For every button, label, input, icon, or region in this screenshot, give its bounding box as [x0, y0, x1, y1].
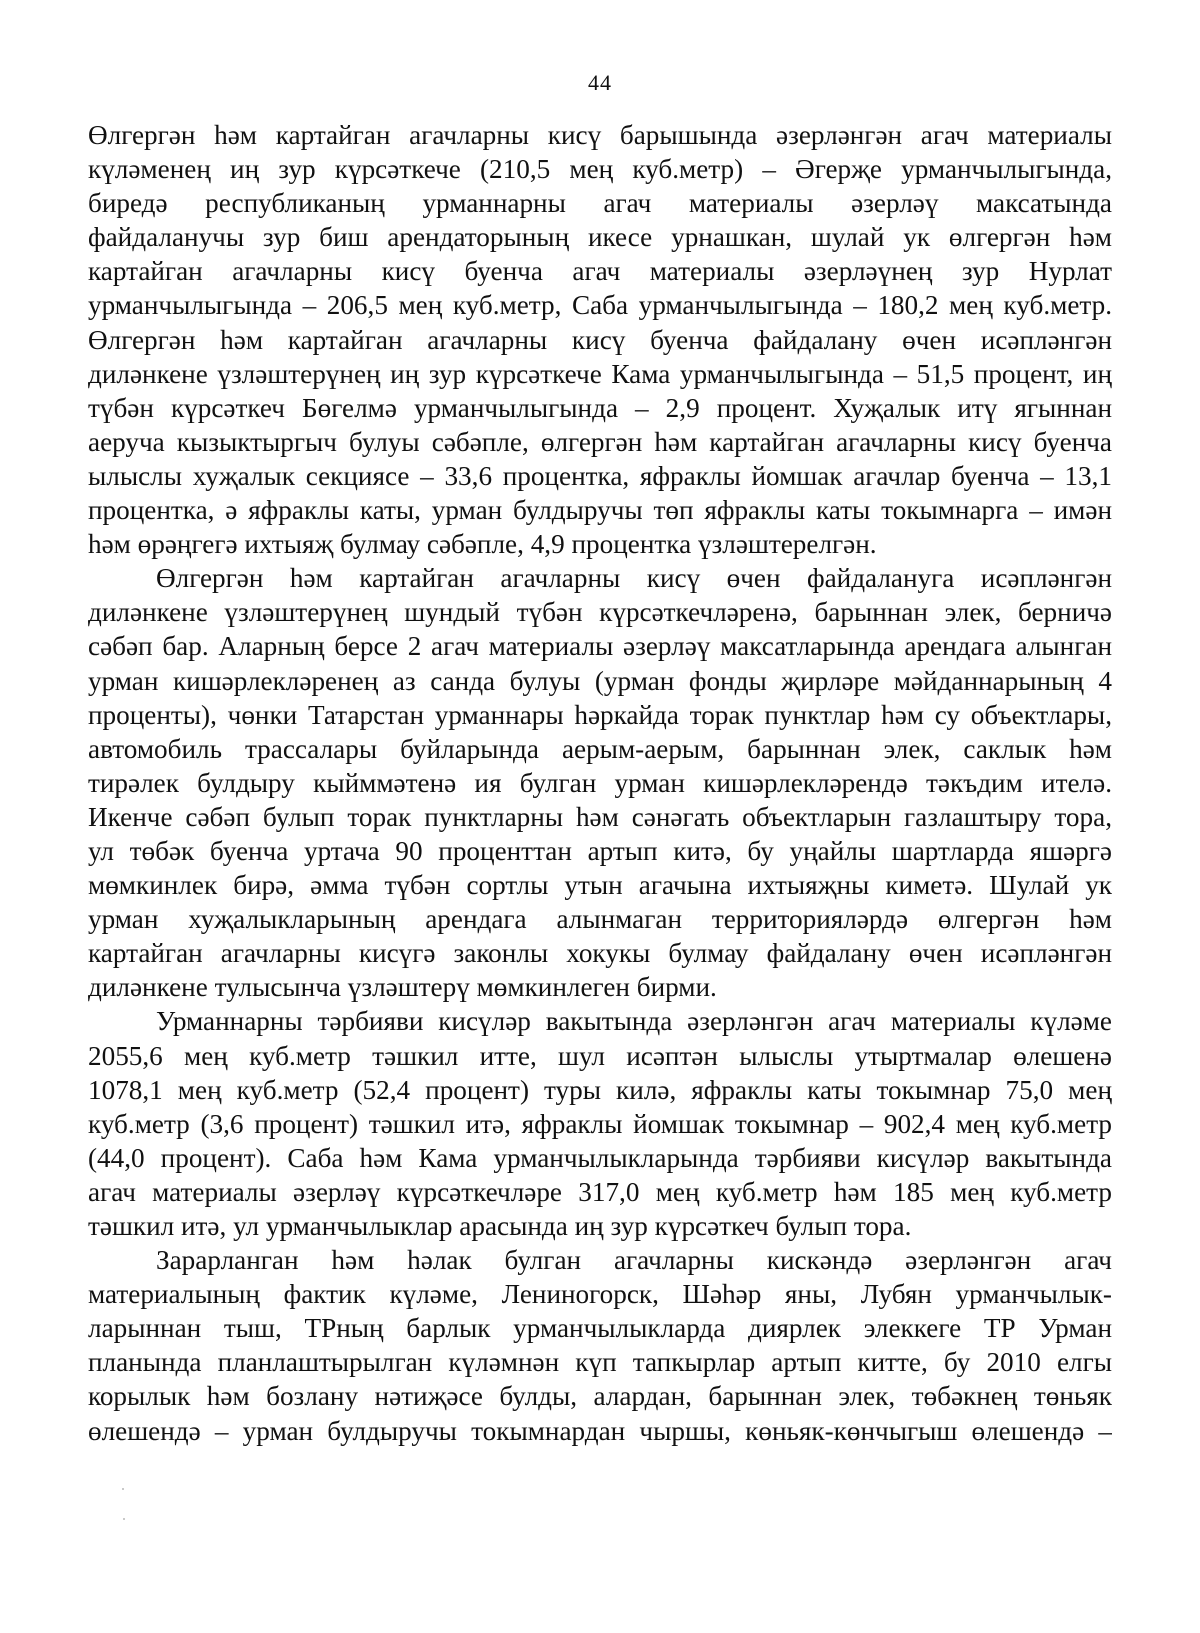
text-line: картайган агачларны кисүгә законлы хокукы булмау файдалану өчен исәпләнгән — [88, 938, 1112, 969]
paragraph-4 — [88, 1243, 1112, 1448]
text-line: агач материалы әзерләү күрсәткечләре 317,0 мең куб.метр һәм 185 мең куб.метр — [88, 1176, 1112, 1207]
paragraph-2 — [88, 561, 1112, 1004]
text-line: ул төбәк буенча уртача 90 проценттан артып китә, бу уңайлы шартларда яшәргә — [88, 835, 1112, 866]
text-line: файдаланучы зур биш арендаторының икесе урнашкан, шулай ук өлгергән һәм — [88, 222, 1112, 253]
text-line: автомобиль трассалары буйларында аерым-аерым, барыннан элек, саклык һәм — [88, 733, 1112, 764]
text-line: проценты), чөнки Татарстан урманнары һәркайда торак пунктлар һәм су объектлары, — [88, 699, 1112, 730]
text-line: түбән күрсәткеч Бөгелмә урманчылыгында – 2,9 процент. Хуҗалык итү ягыннан — [88, 392, 1112, 423]
paragraph-3 — [88, 1004, 1112, 1243]
text-line: тирәлек булдыру кыйммәтенә ия булган урман кишәрлекләрендә тәкъдим ителә. — [88, 767, 1112, 798]
text-line: куб.метр (3,6 процент) тәшкил итә, яфраклы йомшак токымнар – 902,4 мең куб.метр — [88, 1108, 1112, 1139]
text-line: урман кишәрлекләренең аз санда булуы (урман фонды җирләре мәйданнарының 4 — [88, 665, 1112, 696]
text-line: планында планлаштырылган күләмнән күп тапкырлар артып китте, бу 2010 елгы — [88, 1347, 1112, 1378]
text-line: Урманнарны тәрбияви кисүләр вакытында әзерләнгән агач материалы күләме — [156, 1006, 1112, 1037]
text-line: Зарарланган һәм һәлак булган агачларны кискәндә әзерләнгән агач — [156, 1245, 1112, 1276]
body-text — [88, 118, 1112, 1448]
text-line: Өлгергән һәм картайган агачларны кисү өчен файдалануга исәпләнгән — [156, 563, 1112, 594]
text-line: мөмкинлек бирә, әмма түбән сортлы утын агачына ихтыяҗны киметә. Шулай ук — [88, 870, 1112, 901]
text-line: Өлгергән һәм картайган агачларны кисү барышында әзерләнгән агач материалы — [88, 120, 1112, 150]
text-line: материалының фактик күләме, Лениногорск, Шәһәр яны, Лубян урманчылык- — [88, 1279, 1112, 1310]
text-line: тәшкил итә, ул урманчылыклар арасында иң зур күрсәткеч булып тора. — [88, 1211, 912, 1241]
text-line: ылыслы хуҗалык секциясе – 33,6 процентка, яфраклы йомшак агачлар буенча – 13,1 — [88, 460, 1112, 491]
text-line: урман хуҗалыкларының арендага алынмаган территорияләрдә өлгергән һәм — [88, 904, 1112, 935]
text-line: 2055,6 мең куб.метр тәшкил итте, шул исәптән ылыслы утыртмалар өлешенә — [88, 1040, 1112, 1071]
text-line: (44,0 процент). Саба һәм Кама урманчылыкларында тәрбияви кисүләр вакытында — [88, 1142, 1112, 1173]
text-line: Икенче сәбәп булып торак пунктларны һәм сәнәгать объектларын газлаштыру тора, — [88, 801, 1112, 832]
text-line: өлешендә – урман булдыручы токымнардан чыршы, көньяк-көнчыгыш өлешендә – — [88, 1415, 1112, 1446]
text-line: урманчылыгында – 206,5 мең куб.метр, Саба урманчылыгында – 180,2 мең куб.метр. — [88, 290, 1112, 321]
text-line: диләнкене үзләштерүнең иң зур күрсәткече Кама урманчылыгында – 51,5 процент, иң — [88, 358, 1112, 389]
text-line: аеруча кызыктыргыч булуы сәбәпле, өлгергән һәм картайган агачларны кисү буенча — [88, 426, 1112, 457]
text-line: процентка, ә яфраклы каты, урман булдыручы төп яфраклы каты токымнарга – имән — [88, 495, 1112, 526]
text-line: сәбәп бар. Аларның берсе 2 агач материалы әзерләү максатларында арендага алынган — [88, 631, 1112, 662]
text-line: һәм өрәңгегә ихтыяҗ булмау сәбәпле, 4,9 процентка үзләштерелгән. — [88, 529, 877, 560]
text-line: күләменең иң зур күрсәткече (210,5 мең куб.метр) – Әгерҗе урманчылыгында, — [88, 154, 1112, 185]
scan-speck — [122, 1488, 124, 1490]
text-line: диләнкене тулысынча үзләштерү мөмкинлеген бирми. — [88, 972, 717, 1003]
text-line: биредә республиканың урманнарны агач материалы әзерләү максатында — [88, 188, 1112, 219]
text-line: ларыннан тыш, ТРның барлык урманчылыкларда диярлек элеккеге ТР Урман — [88, 1313, 1112, 1344]
text-line: корылык һәм бозлану нәтиҗәсе булды, алардан, барыннан элек, төбәкнең төньяк — [88, 1381, 1112, 1412]
text-line: 1078,1 мең куб.метр (52,4 процент) туры килә, яфраклы каты токымнар 75,0 мең — [88, 1074, 1112, 1105]
text-line: Өлгергән һәм картайган агачларны кисү буенча файдалану өчен исәпләнгән — [88, 324, 1112, 355]
text-line: картайган агачларны кисү буенча агач материалы әзерләүнең зур Нурлат — [88, 256, 1112, 287]
text-line: диләнкене үзләштерүнең шундый түбән күрсәткечләренә, барыннан элек, берничә — [88, 597, 1112, 628]
scan-speck — [123, 1518, 125, 1520]
page-number: 44 — [588, 70, 612, 95]
paragraph-1 — [88, 118, 1112, 561]
